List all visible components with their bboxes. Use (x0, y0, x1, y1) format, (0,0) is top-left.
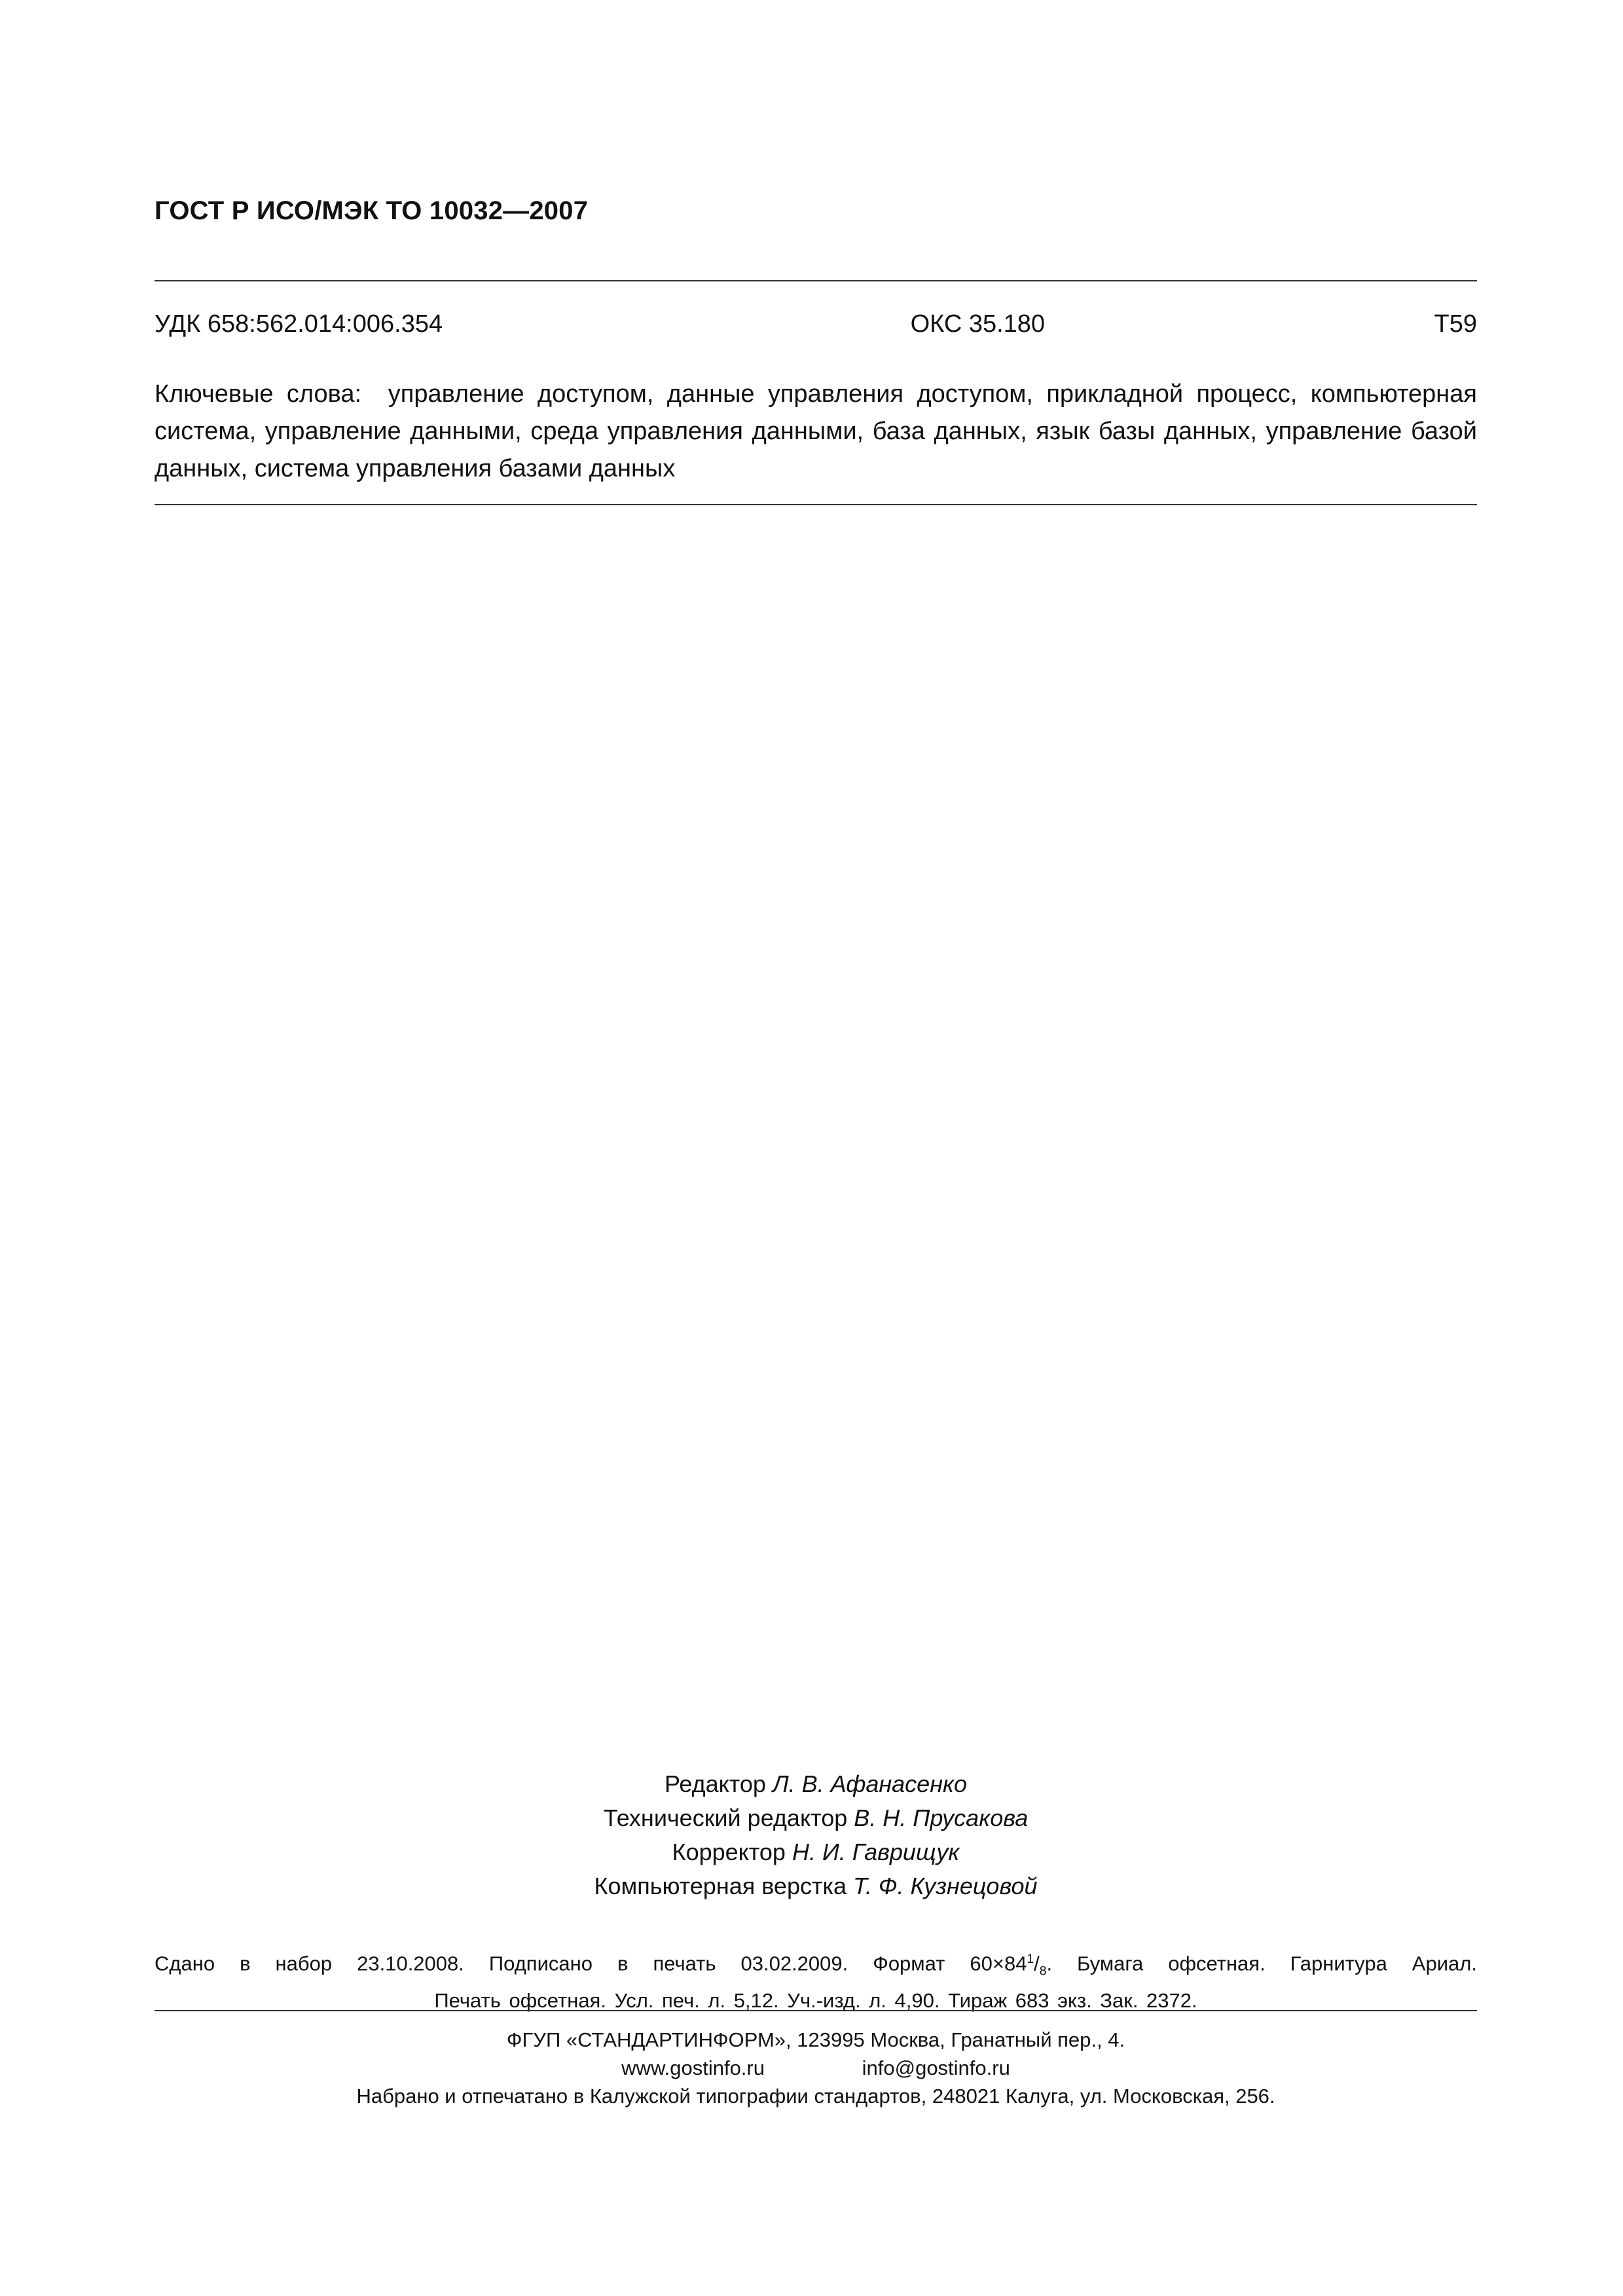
credits-block (155, 1767, 1477, 1903)
credit-layout: Компьютерная верстка Т. Ф. Кузнецовой (594, 1873, 1038, 1899)
top-divider (155, 280, 1477, 281)
keywords-divider (155, 504, 1477, 505)
publisher-website: www.gostinfo.ru (621, 2056, 765, 2079)
credit-editor: Редактор Л. В. Афанасенко (664, 1770, 968, 1797)
classification-row (155, 310, 1477, 338)
publisher-block (155, 2026, 1477, 2110)
keywords-label: Ключевые слова: (155, 380, 362, 408)
keywords-paragraph (155, 376, 1477, 488)
print-info-line-2: Печать офсетная. Усл. печ. л. 5,12. Уч.-изд. л. 4,90. Тираж 683 экз. Зак. 2372. (434, 1988, 1197, 2012)
publisher-address: ФГУП «СТАНДАРТИНФОРМ», 123995 Москва, Гранатный пер., 4. (506, 2028, 1125, 2051)
publisher-contacts (155, 2054, 1477, 2082)
print-info-block (155, 1945, 1477, 2015)
publisher-email: info@gostinfo.ru (862, 2056, 1010, 2079)
keywords-text: управление доступом, данные управления доступом, прикладной процесс, компьютерная система, управление данными, среда управления данными, база данных, язык базы данных, управление базой данных, система управления базами данных (155, 380, 1477, 482)
category-code: Т59 (1434, 310, 1477, 338)
document-code-header: ГОСТ Р ИСО/МЭК ТО 10032—2007 (155, 196, 589, 225)
credit-tech-editor: Технический редактор В. Н. Прусакова (603, 1804, 1029, 1831)
credit-proofreader: Корректор Н. И. Гаврищук (672, 1839, 960, 1865)
printing-house: Набрано и отпечатано в Калужской типографии стандартов, 248021 Калуга, ул. Московская, 256. (356, 2085, 1275, 2108)
print-info-line-1: Сдано в набор 23.10.2008. Подписано в печать 03.02.2009. Формат $60\times 84^1/_8$. Бумага офсетная. Гарнитура Ариал. (155, 1952, 1477, 1979)
udk-code: УДК 658:562.014:006.354 (155, 310, 443, 338)
publisher-divider (155, 2010, 1477, 2011)
oks-code: ОКС 35.180 (910, 310, 1046, 338)
